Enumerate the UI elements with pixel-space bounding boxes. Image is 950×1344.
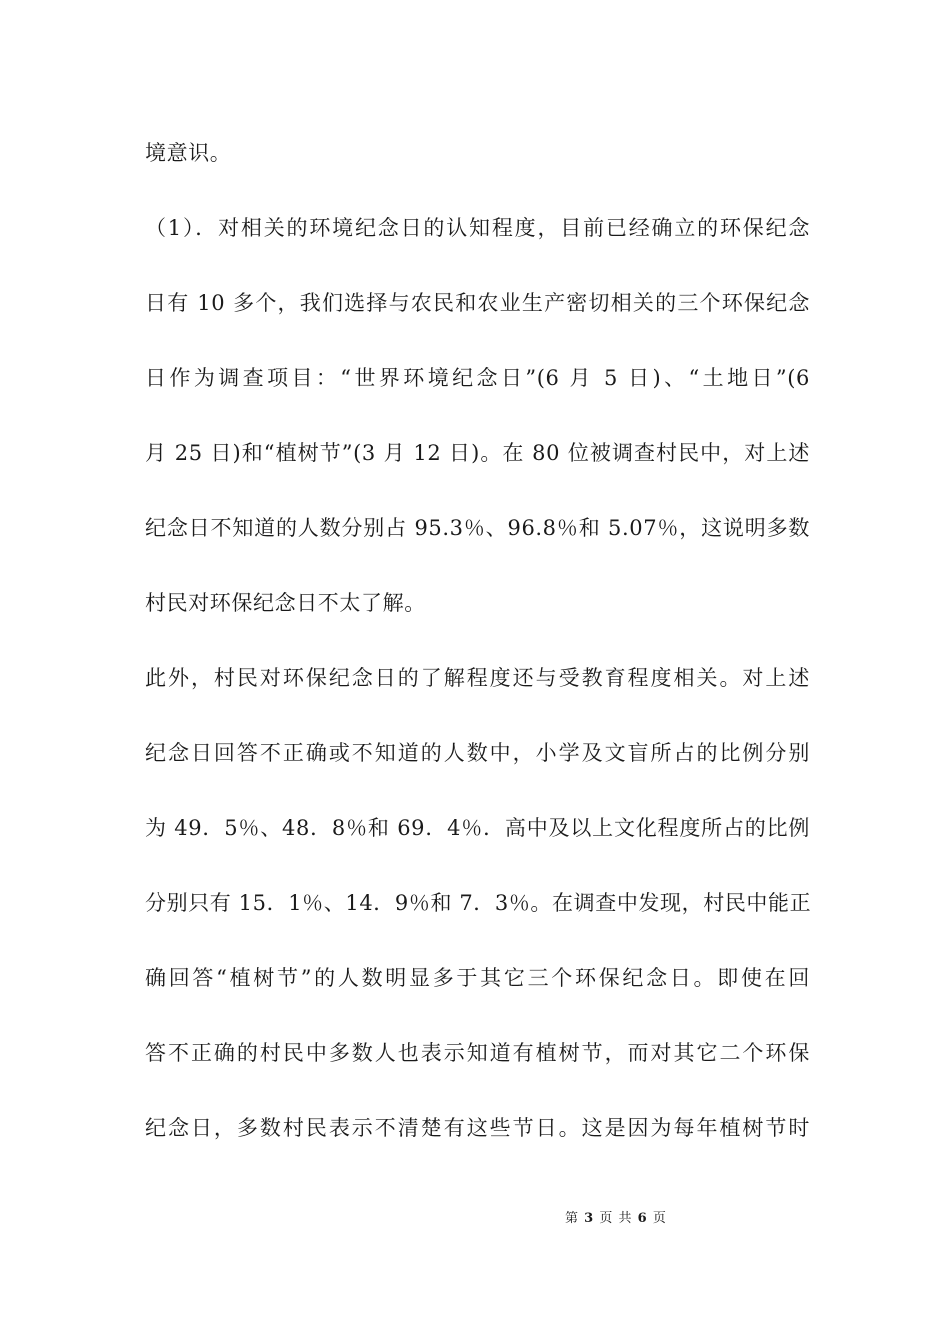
paragraph-3-line-4: 分别只有 15．1％、14．9％和 7．3％。在调查中发现，村民中能正 [145,891,812,915]
page-footer [565,1210,667,1228]
paragraph-3-line-7: 纪念日，多数村民表示不清楚有这些节日。这是因为每年植树节时 [145,1116,810,1140]
footer-suffix: 页 [652,1211,667,1226]
footer-middle: 页 共 [599,1211,633,1226]
paragraph-2-line-4: 月 25 日)和“植树节”(3 月 12 日)。在 80 位被调查村民中，对上述 [145,441,810,465]
paragraph-2-line-1: （1）．对相关的环境纪念日的认知程度，目前已经确立的环保纪念 [145,216,810,240]
paragraph-3-line-3: 为 49．5％、48．8％和 69．4％．高中及以上文化程度所占的比例 [145,816,810,840]
paragraph-1-line-1: 境意识。 [145,141,232,165]
paragraph-3-line-5: 确回答“植树节”的人数明显多于其它三个环保纪念日。即使在回 [145,966,810,990]
paragraph-3-line-2: 纪念日回答不正确或不知道的人数中，小学及文盲所占的比例分别 [145,741,810,765]
footer-total-pages: 6 [637,1211,648,1226]
paragraph-2-line-3: 日作为调查项目：“世界环境纪念日”(6 月 5 日)、“土地日”(6 [145,366,810,390]
footer-prefix: 第 [565,1211,580,1226]
paragraph-2-line-5: 纪念日不知道的人数分别占 95.3％、96.8％和 5.07％，这说明多数 [145,516,810,540]
paragraph-2-line-6: 村民对环保纪念日不太了解。 [145,591,426,615]
paragraph-3-line-6: 答不正确的村民中多数人也表示知道有植树节，而对其它二个环保 [145,1041,810,1065]
paragraph-2-line-2: 日有 10 多个，我们选择与农民和农业生产密切相关的三个环保纪念 [145,291,810,315]
footer-current-page: 3 [584,1211,595,1226]
paragraph-3-line-1: 此外，村民对环保纪念日的了解程度还与受教育程度相关。对上述 [145,666,810,690]
